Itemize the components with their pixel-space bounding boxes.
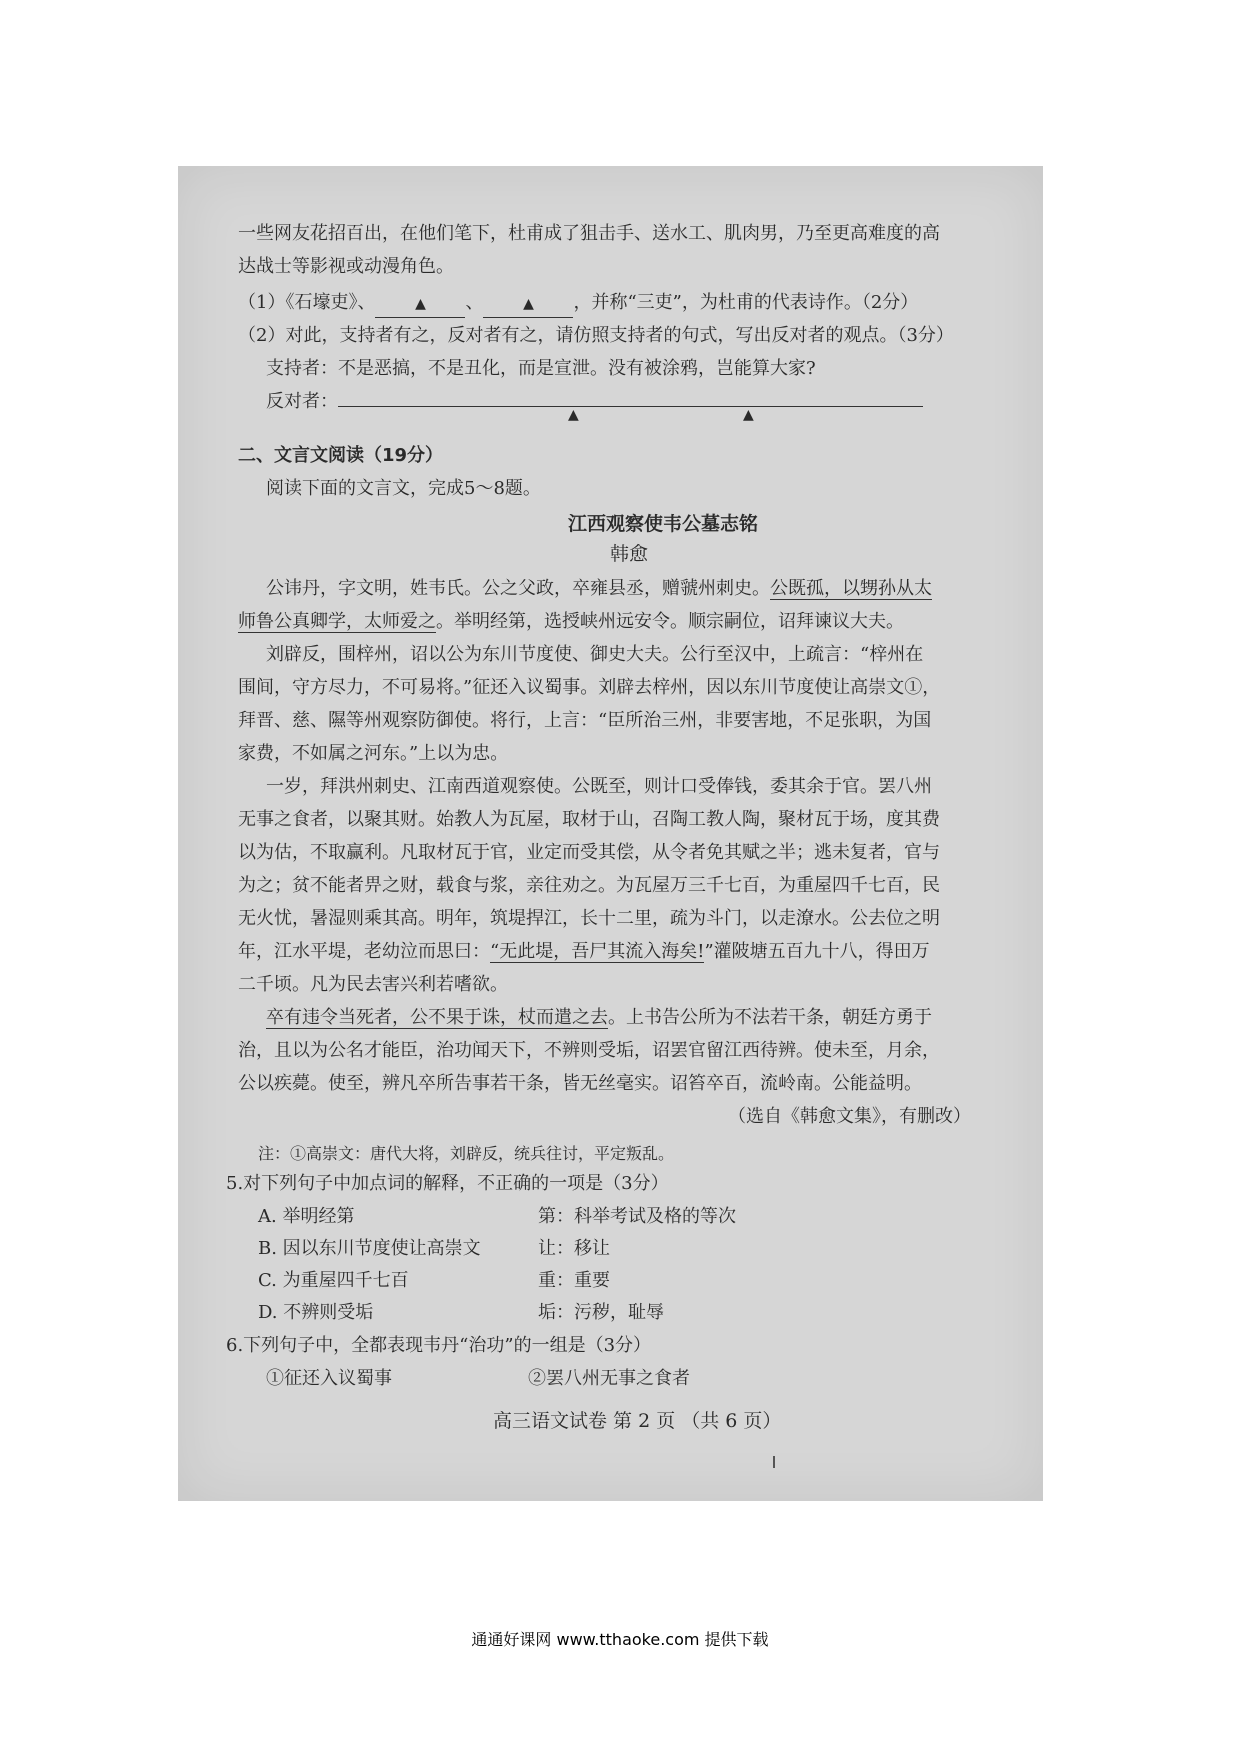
page-footer: 高三语文试卷 第 2 页 （共 6 页） <box>493 1410 782 1432</box>
q1-answer-blank-1[interactable] <box>375 290 465 318</box>
q5-option-c-left[interactable]: C. 为重屋四千七百 <box>258 1270 409 1291</box>
q5-option-c-right: 重：重要 <box>538 1270 610 1291</box>
text-span: ”灌陂塘五百九十八，得田万 <box>704 941 930 962</box>
article-author: 韩愈 <box>610 543 649 565</box>
q1-prefix: （1）《石壕吏》、 <box>238 292 376 313</box>
paragraph-3-line: 为之；贫不能者畀之财，载食与浆，亲往劝之。为瓦屋万三千七百，为重屋四千七百，民 <box>238 875 940 896</box>
q5-option-a-left[interactable]: A. 举明经第 <box>258 1206 355 1227</box>
triangle-mark-icon: ▲ <box>415 296 426 312</box>
q6-item-2: ②罢八州无事之食者 <box>528 1368 690 1389</box>
paragraph-2-line: 围间，守方尽力，不可易将。”征还入议蜀事。刘辟去梓州，因以东川节度使让高崇文①， <box>238 677 941 698</box>
site-credit[interactable]: 通通好课网 www.tthaoke.com 提供下载 <box>471 1630 769 1649</box>
scanned-exam-page <box>178 166 1043 1501</box>
triangle-mark-icon: ▲ <box>743 407 754 423</box>
paragraph-1-line <box>266 576 932 602</box>
paragraph-3-line: 无事之食者，以聚其财。始教人为瓦屋，取材于山，召陶工教人陶，聚材瓦于场，度其费 <box>238 809 940 830</box>
q1-suffix: ，并称“三吏”，为杜甫的代表诗作。（2分） <box>573 292 919 313</box>
triangle-mark-icon: ▲ <box>568 407 579 423</box>
q5-option-d-right: 垢：污秽，耻辱 <box>538 1302 664 1323</box>
article-title: 江西观察使韦公墓志铭 <box>568 513 759 535</box>
supporter-view: 支持者：不是恶搞，不是丑化，而是宣泄。没有被涂鸦，岂能算大家? <box>266 358 816 379</box>
intro-line-2: 达战士等影视或动漫角色。 <box>238 256 454 277</box>
q5-option-b-right: 让：移让 <box>538 1238 610 1259</box>
paragraph-1-line <box>238 609 904 635</box>
paragraph-4-line: 公以疾薨。使至，辨凡卒所告事若干条，皆无丝毫实。诏笞卒百，流岭南。公能益明。 <box>238 1073 922 1094</box>
paragraph-3-line: 二千顷。凡为民去害兴利若嗜欲。 <box>238 974 508 995</box>
q6-item-1: ①征还入议蜀事 <box>266 1368 392 1389</box>
section-heading: 二、文言文阅读（19分） <box>238 445 444 466</box>
opponent-label: 反对者： <box>266 391 338 412</box>
opponent-answer-blank[interactable] <box>338 406 923 423</box>
underlined-sentence: 师鲁公真卿学，太师爱之 <box>238 611 436 632</box>
question-1 <box>238 290 918 318</box>
paragraph-2-line: 拜晋、慈、隰等州观察防御使。将行，上言：“臣所治三州，非要害地，不足张职，为国 <box>238 710 932 731</box>
question-2: （2）对此，支持者有之，反对者有之，请仿照支持者的句式，写出反对者的观点。（3分） <box>238 325 954 346</box>
opponent-line <box>266 389 923 423</box>
paragraph-3-line: 无火忧，暑湿则乘其高。明年，筑堤捍江，长十二里，疏为斗门，以走潦水。公去位之明 <box>238 908 940 929</box>
scan-speck <box>773 1456 775 1468</box>
q1-answer-blank-2[interactable] <box>483 290 573 318</box>
paragraph-4-line <box>266 1005 932 1031</box>
underlined-sentence: 公既孤，以甥孙从太 <box>770 578 932 599</box>
text-span: 公讳丹，字文明，姓韦氏。公之父政，卒雍县丞，赠虢州刺史。 <box>266 578 770 599</box>
paragraph-3-line: 以为估，不取赢利。凡取材瓦于官，业定而受其偿，从令者免其赋之半；逃未复者，官与 <box>238 842 940 863</box>
paragraph-3-line <box>238 939 930 965</box>
paragraph-2-line: 家费，不如属之河东。”上以为忠。 <box>238 743 509 764</box>
question-6: 6.下列句子中，全都表现韦丹“治功”的一组是（3分） <box>226 1335 652 1356</box>
question-5: 5.对下列句子中加点词的解释，不正确的一项是（3分） <box>226 1173 669 1194</box>
triangle-mark-icon: ▲ <box>523 296 534 312</box>
q1-separator: 、 <box>465 292 484 313</box>
paragraph-3-line: 一岁，拜洪州刺史、江南西道观察使。公既至，则计口受俸钱，委其余于官。罢八州 <box>266 776 932 797</box>
text-span: 。上书告公所为不法若干条，朝廷方勇于 <box>608 1007 932 1028</box>
underlined-sentence: “无此堤，吾尸其流入海矣! <box>490 941 705 962</box>
footnote: 注：①高崇文：唐代大将，刘辟反，统兵往讨，平定叛乱。 <box>258 1144 675 1163</box>
text-span: 年，江水平堤，老幼泣而思曰： <box>238 941 490 962</box>
q5-option-b-left[interactable]: B. 因以东川节度使让高崇文 <box>258 1238 481 1259</box>
source-citation: （选自《韩愈文集》，有删改） <box>728 1106 971 1127</box>
intro-line-1: 一些网友花招百出，在他们笔下，杜甫成了狙击手、送水工、肌肉男，乃至更高难度的高 <box>238 223 940 244</box>
underlined-sentence: 卒有违令当死者，公不果于诛，杖而遣之去 <box>266 1007 608 1028</box>
text-span: 。举明经第，选授峡州远安令。顺宗嗣位，诏拜谏议大夫。 <box>436 611 904 632</box>
paragraph-4-line: 治，且以为公名才能臣，治功闻天下，不辨则受垢，诏罢官留江西待辨。使未至，月余， <box>238 1040 940 1061</box>
reading-instruction: 阅读下面的文言文，完成5～8题。 <box>266 478 541 499</box>
q5-option-d-left[interactable]: D. 不辨则受垢 <box>258 1302 374 1323</box>
paragraph-2-line: 刘辟反，围梓州，诏以公为东川节度使、御史大夫。公行至汉中，上疏言：“梓州在 <box>266 644 924 665</box>
q5-option-a-right: 第：科举考试及格的等次 <box>538 1206 736 1227</box>
